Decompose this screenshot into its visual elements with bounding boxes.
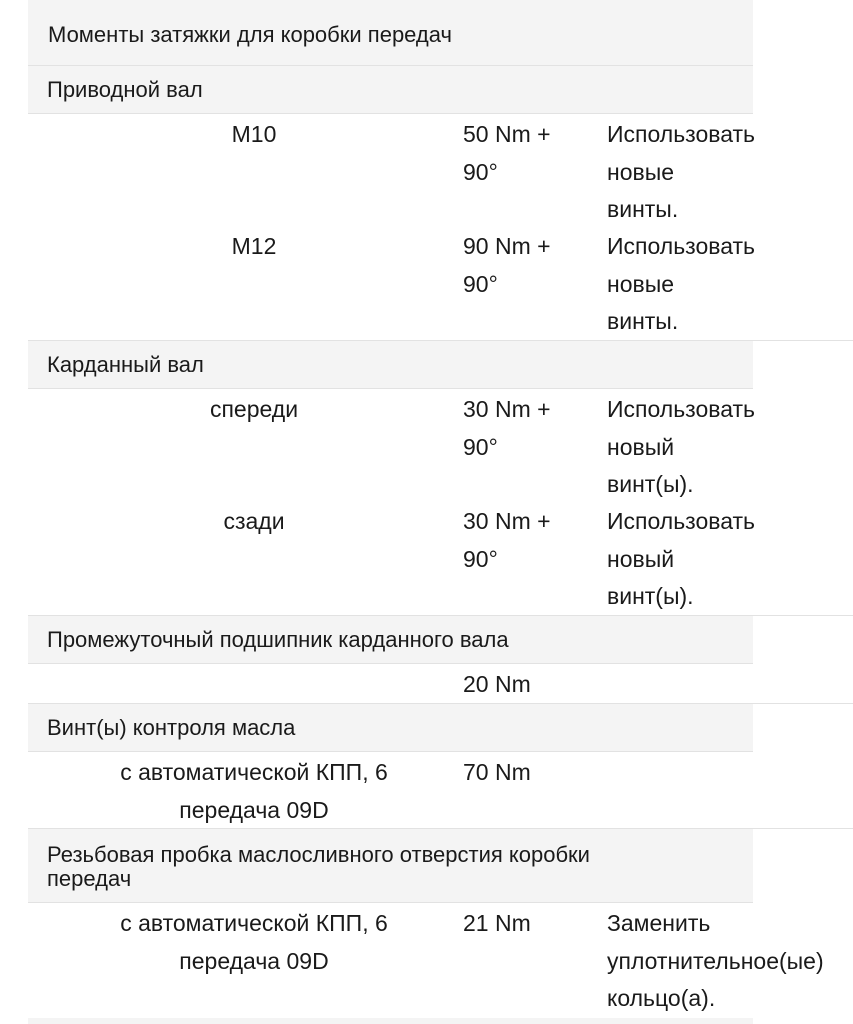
row-value: 30 Nm + 90° (463, 508, 551, 572)
row-note: Заменить уплотнительное(ые) кольцо(а). (607, 910, 824, 1011)
row-value: 90 Nm + 90° (463, 233, 551, 297)
row-value: 21 Nm (463, 910, 531, 936)
torque-table (28, 0, 853, 1017)
row-note: Использовать новые винты. (607, 233, 756, 334)
section-heading-oil-check-screw: Винт(ы) контроля масла (28, 704, 753, 752)
table-row (28, 228, 853, 341)
section-heading-drive-shaft: Приводной вал (28, 66, 753, 114)
row-name: спереди (209, 396, 299, 422)
row-name: сзади (223, 508, 285, 534)
table-row (28, 114, 853, 228)
table-title: Моменты затяжки для коробки передач (28, 0, 753, 66)
row-value: 70 Nm (463, 759, 531, 785)
section-heading-cardan-shaft: Карданный вал (28, 341, 753, 389)
table-row (28, 664, 853, 704)
row-name: с автоматической КПП, 6 передача 09D (120, 910, 388, 974)
row-name: M12 (231, 233, 277, 259)
table-row (28, 752, 853, 829)
table-row (28, 389, 853, 503)
row-note: Использовать новый винт(ы). (607, 396, 756, 497)
row-name: M10 (231, 121, 277, 147)
row-value: 50 Nm + 90° (463, 121, 551, 185)
row-name: с автоматической КПП, 6 передача 09D (120, 759, 388, 823)
row-value: 30 Nm + 90° (463, 396, 551, 460)
row-note: Использовать новые винты. (607, 121, 756, 222)
table-bottom-band (28, 1018, 753, 1024)
row-note: Использовать новый винт(ы). (607, 508, 756, 609)
section-heading-drain-plug: Резьбовая пробка маслосливного отверстия коробки передач (28, 829, 753, 903)
section-heading-intermediate-bearing: Промежуточный подшипник карданного вала (28, 616, 753, 664)
row-value: 20 Nm (463, 671, 531, 697)
table-row (28, 503, 853, 616)
table-row (28, 903, 853, 1017)
